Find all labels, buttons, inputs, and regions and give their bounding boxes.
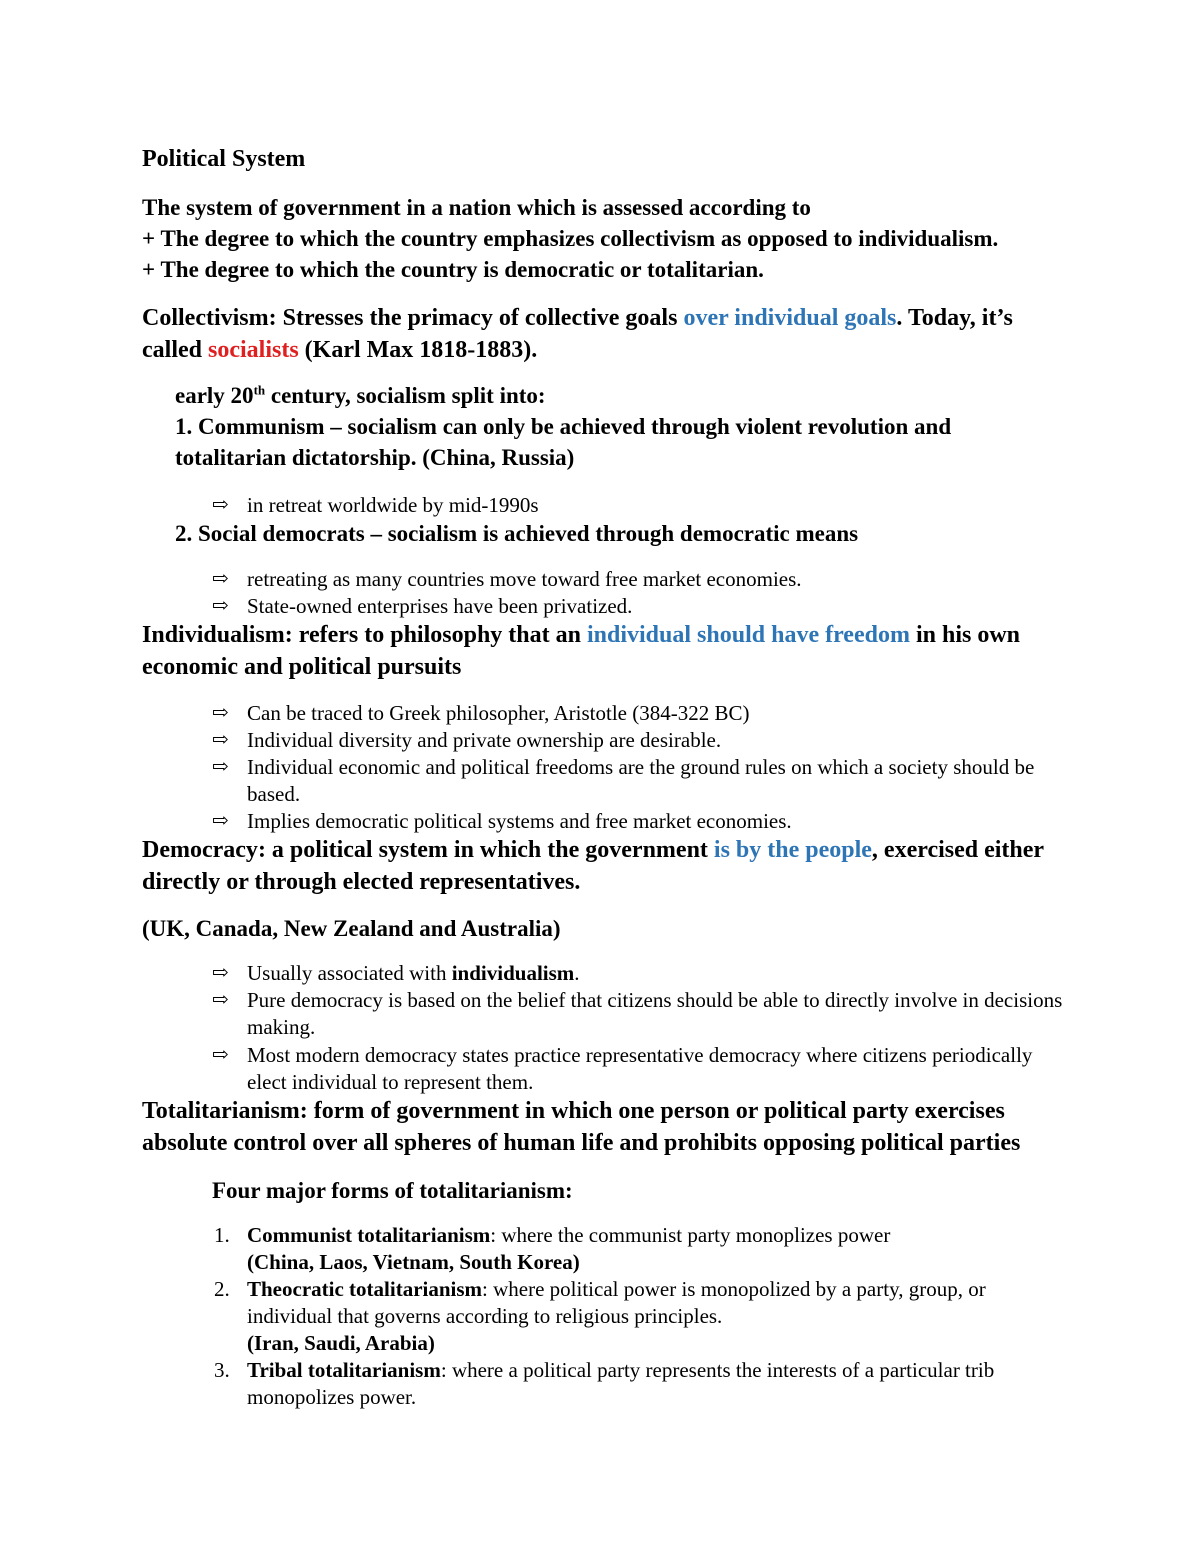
intro-block <box>142 192 998 285</box>
form-number: 2. <box>214 1277 230 1301</box>
arrow-right-icon: ⇨ <box>212 1044 229 1066</box>
communism-text: – socialism can only be achieved through violent revolution and <box>324 414 952 439</box>
totalitarianism-line-1 <box>142 1095 1020 1127</box>
form-term: Theocratic totalitarianism <box>247 1277 483 1301</box>
individualism-highlight: individual should have freedom <box>586 622 910 648</box>
bullet-text: Can be traced to Greek philosopher, Aristotle (384-322 BC) <box>247 701 750 725</box>
democracy-text: : a political system in which the government <box>257 837 714 863</box>
item-number: 2. <box>175 521 198 546</box>
communism-term: Communism <box>198 414 325 439</box>
form-term: Communist totalitarianism <box>247 1223 491 1247</box>
bullet-text: Individual economic and political freedoms are the ground rules on which a society should be based. <box>247 755 1035 806</box>
split-text: early 20 <box>175 383 254 408</box>
form-term: Tribal totalitarianism <box>247 1358 441 1382</box>
bullet-text: Most modern democracy states practice representative democracy where citizens periodically elect individual to represent them. <box>247 1043 1033 1094</box>
bullet-text: State-owned enterprises have been privatized. <box>247 594 633 618</box>
bullet-text-post: . <box>574 961 580 985</box>
form-body <box>247 1276 1067 1357</box>
individualism-text-2: in his own <box>909 622 1021 648</box>
totalitarianism-definition <box>142 1095 1020 1159</box>
form-line <box>247 1276 1067 1330</box>
collectivism-text-4: (Karl Max 1818-1883). <box>298 337 538 363</box>
democracy-text-2: , exercised either <box>871 837 1045 863</box>
democracy-line-1 <box>142 834 1044 866</box>
collectivism-definition <box>142 302 1013 366</box>
socialism-split-block <box>175 380 951 473</box>
totalitarianism-text: : form of government in which one person or political party exercises <box>299 1098 1005 1124</box>
bullet-text: in retreat worldwide by mid-1990s <box>247 493 539 517</box>
form-examples: (Iran, Saudi, Arabia) <box>247 1331 435 1355</box>
social-democrats-item <box>175 518 858 549</box>
form-examples: (China, Laos, Vietnam, South Korea) <box>247 1250 580 1274</box>
democracy-examples: (UK, Canada, New Zealand and Australia) <box>142 916 561 941</box>
collectivism-line-2 <box>142 334 1013 366</box>
split-sup: th <box>253 382 266 398</box>
individualism-line-1 <box>142 619 1020 651</box>
arrow-right-icon: ⇨ <box>212 568 229 590</box>
intro-line-2: + The degree to which the country emphasizes collectivism as opposed to individualism. <box>142 226 999 251</box>
bullet-text <box>247 960 1067 987</box>
collectivism-term: Collectivism <box>142 305 269 331</box>
form-line <box>247 1357 1067 1411</box>
collectivism-line-1 <box>142 302 1013 334</box>
bullet-text: retreating as many countries move toward free market economies. <box>247 567 802 591</box>
arrow-right-icon: ⇨ <box>212 494 229 516</box>
form-body <box>247 1222 1067 1276</box>
collectivism-highlight: over individual goals <box>683 305 897 331</box>
collectivism-text: : Stresses the primacy of collective goals <box>268 305 684 331</box>
democracy-line-2: directly or through elected representatives. <box>142 869 581 895</box>
forms-heading: Four major forms of totalitarianism: <box>212 1178 573 1203</box>
individualism-definition <box>142 619 1020 683</box>
form-number: 1. <box>214 1223 230 1247</box>
intro-line-1: The system of government in a nation which is assessed according to <box>142 195 811 220</box>
individualism-line-2: economic and political pursuits <box>142 654 462 680</box>
arrow-right-icon: ⇨ <box>212 756 229 778</box>
form-number: 3. <box>214 1358 230 1382</box>
social-democrats-term: Social democrats <box>198 521 365 546</box>
arrow-right-icon: ⇨ <box>212 962 229 984</box>
intro-line-3: + The degree to which the country is democratic or totalitarian. <box>142 257 764 282</box>
arrow-right-icon: ⇨ <box>212 810 229 832</box>
democracy-definition <box>142 834 1044 898</box>
item-number: 1. <box>175 414 198 439</box>
form-text: : where the communist party monoplizes power <box>490 1223 891 1247</box>
form-body <box>247 1357 1067 1411</box>
arrow-right-icon: ⇨ <box>212 702 229 724</box>
arrow-right-icon: ⇨ <box>212 595 229 617</box>
split-text-2: century, socialism split into: <box>265 383 546 408</box>
communism-item-cont: totalitarian dictatorship. (China, Russia) <box>175 445 575 470</box>
form-text: : where a political party represents the interests of a particular trib monopolizes power. <box>247 1358 995 1409</box>
bullet-text: Pure democracy is based on the belief that citizens should be able to directly involve in decisions making. <box>247 988 1063 1039</box>
democracy-highlight: is by the people <box>713 837 872 863</box>
arrow-right-icon: ⇨ <box>212 729 229 751</box>
form-text: : where political power is monopolized by a party, group, or individual that governs according to religious principles. <box>247 1277 986 1328</box>
individualism-text: refers to philosophy that an <box>292 622 587 648</box>
totalitarianism-line-2: absolute control over all spheres of human life and prohibits opposing political parties <box>142 1130 1021 1156</box>
socialism-split-line <box>175 380 951 411</box>
socialists-highlight: socialists <box>208 337 299 363</box>
collectivism-text-3: called <box>142 337 208 363</box>
totalitarianism-term: Totalitarianism <box>142 1098 300 1124</box>
bullet-text-pre: Usually associated with <box>247 961 452 985</box>
bullet-bold-term: individualism <box>451 961 575 985</box>
individualism-term: Individualism: <box>142 622 293 648</box>
form-line <box>247 1222 1067 1249</box>
communism-item <box>175 411 951 442</box>
democracy-term: Democracy <box>142 837 258 863</box>
bullet-text: Implies democratic political systems and free market economies. <box>247 809 792 833</box>
arrow-right-icon: ⇨ <box>212 989 229 1011</box>
social-democrats-text: – socialism is achieved through democratic means <box>364 521 859 546</box>
bullet-text: Individual diversity and private ownership are desirable. <box>247 728 722 752</box>
page-title: Political System <box>142 146 306 172</box>
collectivism-text-2: . Today, it’s <box>896 305 1013 331</box>
